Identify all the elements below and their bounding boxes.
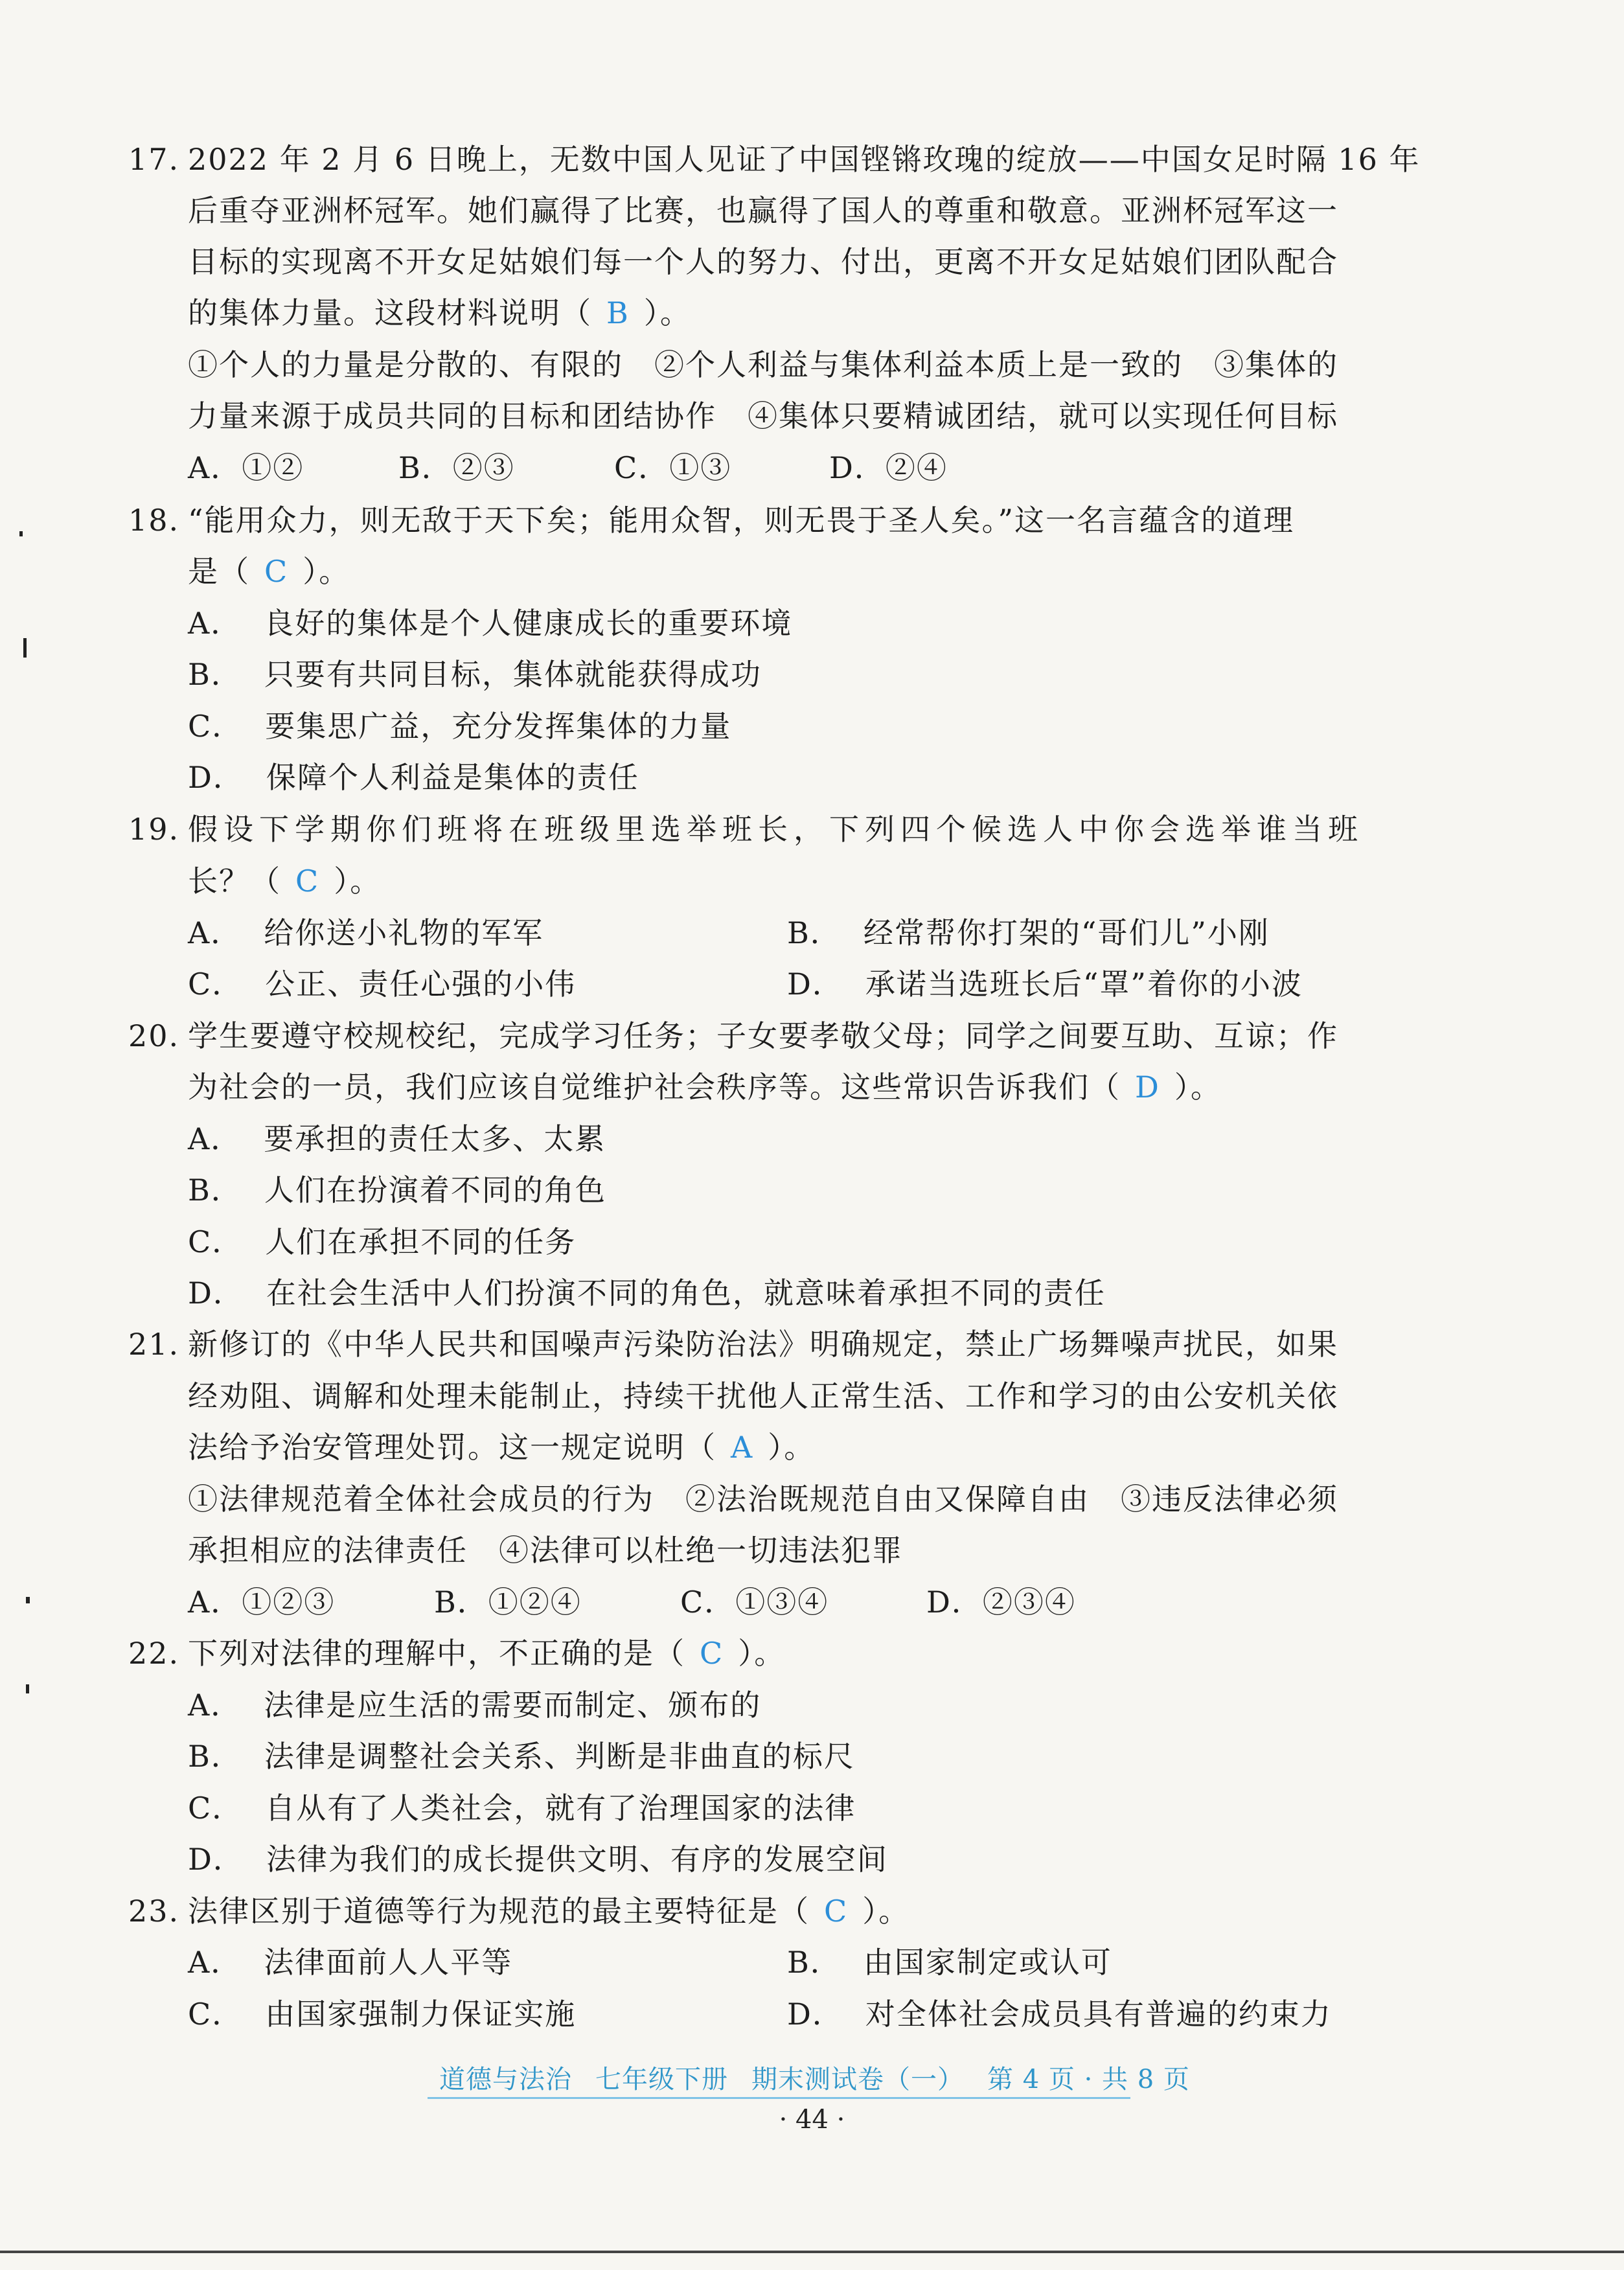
option-d: D．②④	[829, 450, 948, 485]
option-b: B．②③	[398, 450, 515, 485]
option-a: A．①②③	[188, 1585, 336, 1620]
answer-mark: C	[700, 1636, 724, 1671]
answer-mark: D	[1135, 1070, 1160, 1105]
statement-list: ①法律规范着全体社会成员的行为 ②法治既规范自由又保障自由 ③违反法律必须	[188, 1482, 1338, 1517]
answer-mark: A	[731, 1430, 754, 1465]
option-c: C． 由国家强制力保证实施	[188, 1997, 577, 2032]
footer-grade: 七年级下册	[595, 2065, 728, 2094]
option-c: C． 人们在承担不同的任务	[188, 1224, 577, 1259]
question-text: 后重夺亚洲杯冠军。她们赢得了比赛，也赢得了国人的尊重和敬意。亚洲杯冠军这一	[188, 193, 1338, 228]
question-text: 2022 年 2 月 6 日晚上，无数中国人见证了中国铿锵玫瑰的绽放——中国女足时隔 16 年	[188, 142, 1421, 177]
question-text: “能用众力，则无敌于天下矣；能用众智，则无畏于圣人矣。”这一名言蕴含的道理	[188, 503, 1295, 538]
scan-mark	[26, 1684, 29, 1693]
exam-page: 17. 2022 年 2 月 6 日晚上，无数中国人见证了中国铿锵玫瑰的绽放——中国女足时隔 16 年 后重夺亚洲杯冠军。她们赢得了比赛，也赢得了国人的尊重和敬意。亚洲杯冠军这一 目标的实现离不开女足姑娘们每一个人的努力、付出，更离不开女足姑娘们团队配合 的集体力量。这段材料说明（ B ）。 ①个人的力量是分散的、有限的 ②个人利益与集体利益本质上是一致的 ③集体的 力量来源于成员共同的目标和团结协作 ④集体只要精诚团结，就可以实现任何目标 A．①② B．②③ C．①③ D．②④ 18. “能用众力，则无敌于天下矣；能用众智，则无畏于圣人矣。”这一名言蕴含的道理 是（ C ）。 A． 良好的集体是个人健康成长的重要环境 B． 只要有共同目标，集体就能获得成功 C． 要集思广益，充分发挥集体的力量 D． 保障个人利益是集体的责任 19. 假设下学期你们班将在班级里选举班长，下列四个候选人中你会选举谁当班 长？（ C ）。 A． 给你送小礼物的军军 B． 经常帮你打架的“哥们儿”小刚 C． 公正、责任心强的小伟 D． 承诺当选班长后“罩”着你的小波 20. 学生要遵守校规校纪，完成学习任务；子女要孝敬父母；同学之间要互助、互谅；作 为社会的一员，我们应该自觉维护社会秩序等。这些常识告诉我们（ D ）。 A． 要承担的责任太多、太累 B． 人们在扮演着不同的角色 C． 人们在承担不同的任务 D． 在社会生活中人们扮演不同的角色，就意味着承担不同的责任 21. 新修订的《中华人民共和国噪声污染防治法》明确规定，禁止广场舞噪声扰民，如果 经劝阻、调解和处理未能制止，持续干扰他人正常生活、工作和学习的由公安机关依 法给予治安管理处罚。这一规定说明（ A ）。 ①法律规范着全体社会成员的行为 ②法治既规范自由又保障自由 ③违反法律必须 承担相应的法律责任 ④法律可以杜绝一切违法犯罪 A．①②③ B．①②④ C．①③④ D．②③④ 22. 下列对法律的理解中，不正确的是（ C ）。 A． 法律是应生活的需要而制定、颁布的 B． 法律是调整社会关系、判断是非曲直的标尺 C． 自从有了人类社会，就有了治理国家的法律 D． 法律为我们的成长提供文明、有序的发展空间 23. 法律区别于道德等行为规范的最主要特征是（ C ）。 A． 法律面前人人平等 B． 由国家制定或认可 C． 由国家强制力保证实施 D． 对全体社会成员具有普遍的约束力 道德与法治 七年级下册 期末测试卷（一） 第 4 页 · 共 8 页 · 44 ·	[0, 0, 1624, 2270]
question-number: 18.	[128, 503, 180, 538]
statement-list: 力量来源于成员共同的目标和团结协作 ④集体只要精诚团结，就可以实现任何目标	[188, 398, 1338, 433]
option-a: A．①②	[188, 450, 304, 485]
option-d: D． 在社会生活中人们扮演不同的角色，就意味着承担不同的责任	[188, 1276, 1106, 1311]
option-c: C．①③④	[680, 1585, 829, 1620]
option-b: B． 法律是调整社会关系、判断是非曲直的标尺	[188, 1739, 855, 1774]
option-b: B． 经常帮你打架的“哥们儿”小刚	[787, 915, 1270, 950]
question-number: 22.	[128, 1636, 180, 1671]
answer-mark: C	[295, 864, 320, 899]
option-b: B． 由国家制定或认可	[787, 1945, 1112, 1980]
question-text: 法给予治安管理处罚。这一规定说明（	[188, 1430, 716, 1465]
option-d: D． 承诺当选班长后“罩”着你的小波	[787, 967, 1303, 1002]
question-text: 经劝阻、调解和处理未能制止，持续干扰他人正常生活、工作和学习的由公安机关依	[188, 1379, 1338, 1414]
question-text: 学生要遵守校规校纪，完成学习任务；子女要孝敬父母；同学之间要互助、互谅；作	[188, 1018, 1338, 1053]
option-c: C．①③	[614, 450, 732, 485]
page-edge-line	[0, 2251, 1624, 2253]
question-text: 目标的实现离不开女足姑娘们每一个人的努力、付出，更离不开女足姑娘们团队配合	[188, 244, 1338, 279]
statement-list: ①个人的力量是分散的、有限的 ②个人利益与集体利益本质上是一致的 ③集体的	[188, 347, 1338, 382]
scan-mark	[19, 531, 23, 536]
page-number: · 44 ·	[779, 2105, 845, 2135]
question-number: 23.	[128, 1894, 180, 1929]
question-text: 法律区别于道德等行为规范的最主要特征是（	[188, 1894, 810, 1929]
question-number: 19.	[128, 812, 180, 847]
option-c: C． 公正、责任心强的小伟	[188, 967, 577, 1002]
option-c: C． 要集思广益，充分发挥集体的力量	[188, 709, 732, 744]
answer-mark: B	[606, 295, 630, 330]
footer-page-info: 第 4 页 · 共 8 页	[987, 2065, 1190, 2094]
option-a: A． 要承担的责任太多、太累	[188, 1121, 606, 1156]
option-b: B． 人们在扮演着不同的角色	[188, 1173, 606, 1208]
option-d: D． 保障个人利益是集体的责任	[188, 760, 639, 795]
option-b: B． 只要有共同目标，集体就能获得成功	[188, 657, 762, 692]
question-text: 下列对法律的理解中，不正确的是（	[188, 1636, 685, 1671]
question-number: 21.	[128, 1327, 180, 1362]
option-b: B．①②④	[434, 1585, 582, 1620]
option-a: A． 给你送小礼物的军军	[188, 915, 544, 950]
statement-list: 承担相应的法律责任 ④法律可以杜绝一切违法犯罪	[188, 1533, 903, 1568]
question-number: 20.	[128, 1018, 180, 1053]
answer-mark: C	[264, 554, 289, 589]
option-d: D． 对全体社会成员具有普遍的约束力	[787, 1997, 1332, 2032]
scan-mark	[23, 638, 27, 658]
question-text: 长？（	[188, 864, 281, 899]
option-a: A． 法律面前人人平等	[188, 1945, 513, 1980]
question-text: 新修订的《中华人民共和国噪声污染防治法》明确规定，禁止广场舞噪声扰民，如果	[188, 1327, 1338, 1362]
option-d: D．②③④	[926, 1585, 1076, 1620]
option-a: A． 良好的集体是个人健康成长的重要环境	[188, 606, 793, 641]
answer-mark: C	[824, 1894, 849, 1929]
scan-mark	[26, 1597, 30, 1603]
option-a: A． 法律是应生活的需要而制定、颁布的	[188, 1688, 762, 1723]
footer-exam: 期末测试卷（一）	[751, 2065, 964, 2094]
footer-subject: 道德与法治	[439, 2065, 572, 2094]
question-text: 假设下学期你们班将在班级里选举班长，下列四个候选人中你会选举谁当班	[188, 812, 1364, 847]
option-d: D． 法律为我们的成长提供文明、有序的发展空间	[188, 1842, 888, 1877]
question-text: 是（	[188, 554, 250, 589]
option-c: C． 自从有了人类社会，就有了治理国家的法律	[188, 1791, 856, 1826]
page-footer	[428, 2062, 1190, 2099]
question-text: 的集体力量。这段材料说明（	[188, 295, 592, 330]
question-text: 为社会的一员，我们应该自觉维护社会秩序等。这些常识告诉我们（	[188, 1070, 1121, 1105]
question-number: 17.	[128, 142, 180, 177]
